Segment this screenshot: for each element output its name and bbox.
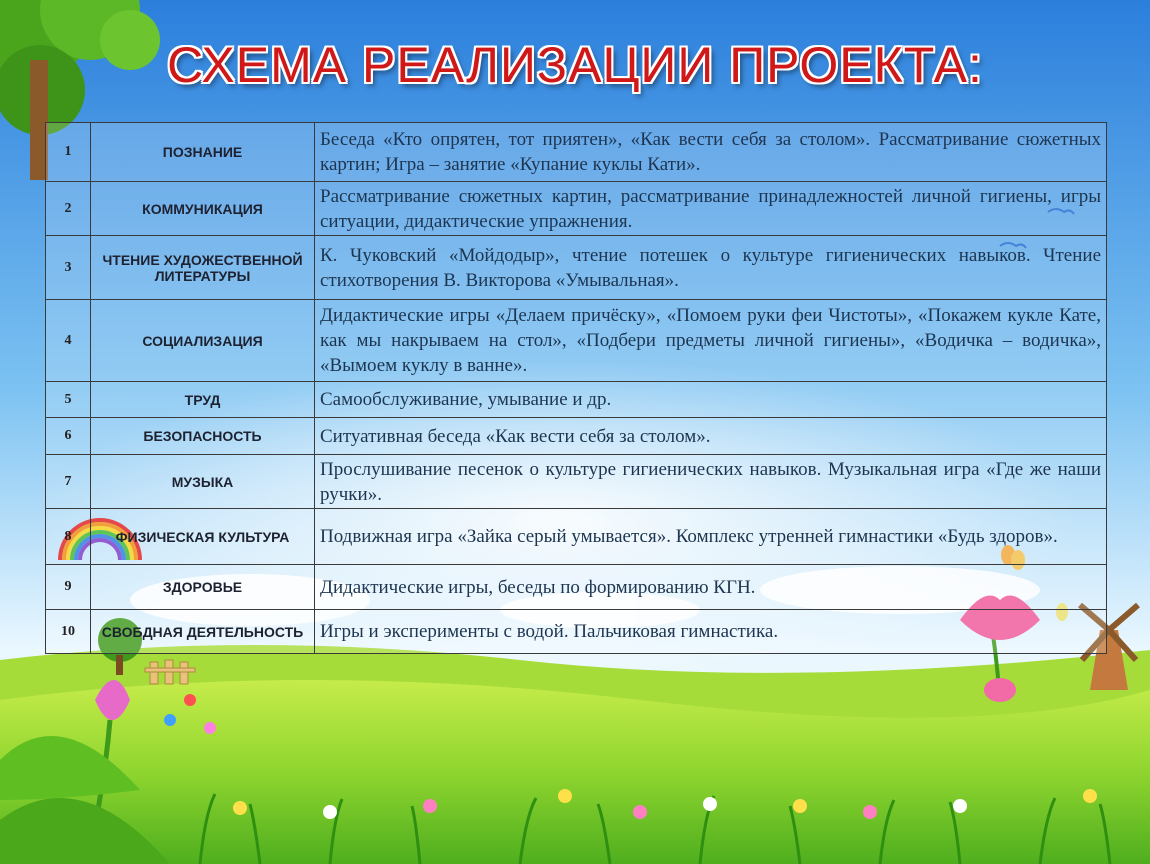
table-row: [46, 182, 1107, 236]
table-row: [46, 455, 1107, 509]
row-number: 7: [46, 455, 91, 509]
row-description: Игры и эксперименты с водой. Пальчиковая гимнастика.: [315, 610, 1107, 654]
row-number: 5: [46, 382, 91, 418]
table-row: [46, 382, 1107, 418]
row-area: КОММУНИКАЦИЯ: [91, 182, 315, 236]
row-number: 8: [46, 509, 91, 565]
row-area: ПОЗНАНИЕ: [91, 123, 315, 182]
row-number: 9: [46, 565, 91, 610]
row-description: Дидактические игры «Делаем причёску», «Помоем руки феи Чистоты», «Покажем кукле Кате, как мы накрываем на стол», «Подбери предметы личной гигиены», «Водичка – водичка», «Вымоем куклу в ванне».: [315, 300, 1107, 382]
row-area: ТРУД: [91, 382, 315, 418]
table-row: [46, 123, 1107, 182]
table-row: [46, 610, 1107, 654]
row-description: Беседа «Кто опрятен, тот приятен», «Как вести себя за столом». Рассматривание сюжетных картин; Игра – занятие «Купание куклы Кати».: [315, 123, 1107, 182]
row-description: Подвижная игра «Зайка серый умывается». Комплекс утренней гимнастики «Будь здоров».: [315, 509, 1107, 565]
row-description: Рассматривание сюжетных картин, рассматривание принадлежностей личной гигиены, игры ситуации, дидактические упражнения.: [315, 182, 1107, 236]
row-area: СОЦИАЛИЗАЦИЯ: [91, 300, 315, 382]
table-row: [46, 565, 1107, 610]
table-row: [46, 509, 1107, 565]
row-area: МУЗЫКА: [91, 455, 315, 509]
row-number: 2: [46, 182, 91, 236]
project-plan-table: [45, 122, 1107, 654]
table-row: [46, 418, 1107, 455]
page-title: СХЕМА РЕАЛИЗАЦИИ ПРОЕКТА:: [167, 37, 983, 93]
row-number: 4: [46, 300, 91, 382]
row-area: ФИЗИЧЕСКАЯ КУЛЬТУРА: [91, 509, 315, 565]
row-area: ЧТЕНИЕ ХУДОЖЕСТВЕННОЙ ЛИТЕРАТУРЫ: [91, 236, 315, 300]
row-area: БЕЗОПАСНОСТЬ: [91, 418, 315, 455]
row-description: Прослушивание песенок о культуре гигиенических навыков. Музыкальная игра «Где же наши ручки».: [315, 455, 1107, 509]
row-number: 3: [46, 236, 91, 300]
row-number: 6: [46, 418, 91, 455]
row-description: Самообслуживание, умывание и др.: [315, 382, 1107, 418]
row-description: К. Чуковский «Мойдодыр», чтение потешек о культуре гигиенических навыков. Чтение стихотворения В. Викторова «Умывальная».: [315, 236, 1107, 300]
row-description: Ситуативная беседа «Как вести себя за столом».: [315, 418, 1107, 455]
row-area: ЗДОРОВЬЕ: [91, 565, 315, 610]
row-description: Дидактические игры, беседы по формированию КГН.: [315, 565, 1107, 610]
row-number: 1: [46, 123, 91, 182]
table-row: [46, 236, 1107, 300]
row-number: 10: [46, 610, 91, 654]
row-area: СВОБДНАЯ ДЕЯТЕЛЬНОСТЬ: [91, 610, 315, 654]
table-row: [46, 300, 1107, 382]
